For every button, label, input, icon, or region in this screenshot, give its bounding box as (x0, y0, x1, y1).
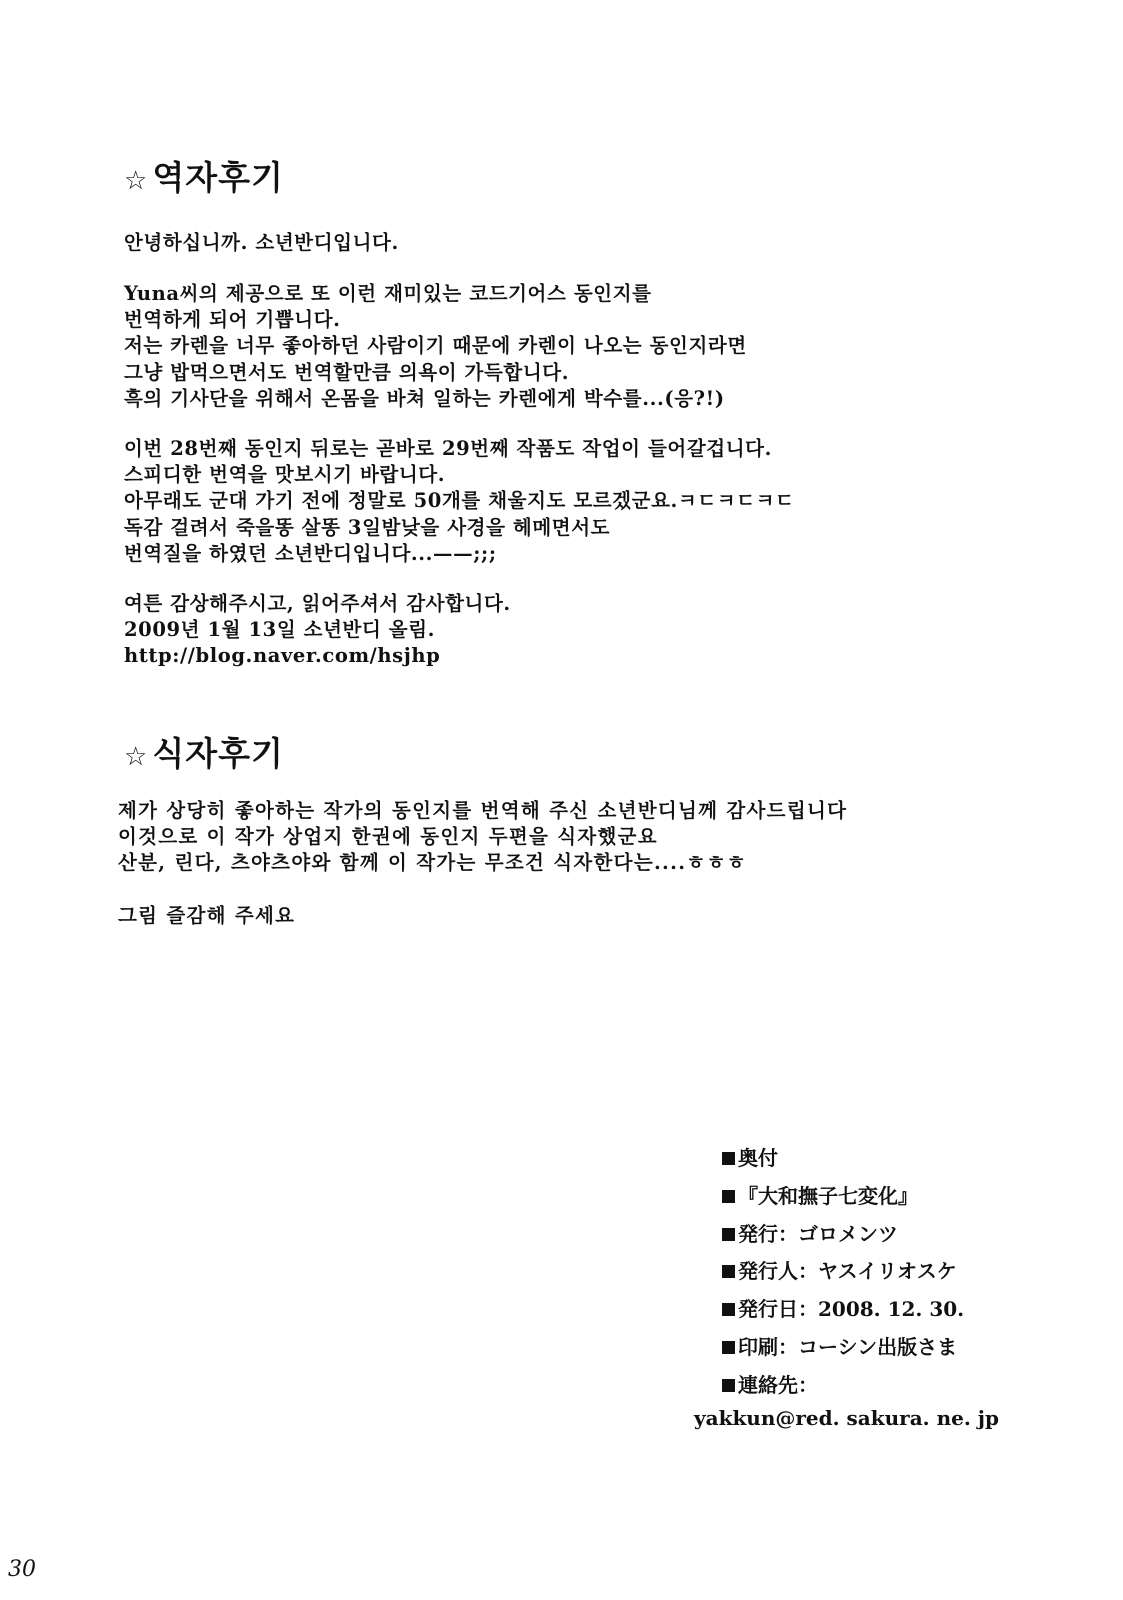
translator-notes-title-text: 역자후기 (152, 158, 284, 197)
text-line: 스피디한 번역을 맛보시기 바랍니다. (124, 463, 446, 487)
square-bullet-icon (722, 1341, 735, 1354)
typesetter-paragraph-1 (118, 798, 847, 877)
star-icon: ☆ (124, 742, 149, 772)
translator-notes-title (124, 152, 284, 199)
text-line: Yuna씨의 제공으로 또 이런 재미있는 코드기어스 동인지를 (124, 282, 652, 305)
text-line: 아무래도 군대 가기 전에 정말로 50개를 채울지도 모르겠군요.ㅋㄷㅋㄷㅋㄷ (124, 489, 795, 513)
text-line: 산분, 린다, 츠야츠야와 함께 이 작가는 무조건 식자한다는....ㅎㅎㅎ (118, 851, 747, 875)
colophon-item: 発行：ゴロメンツ (722, 1216, 964, 1254)
text-line: 그냥 밥먹으면서도 번역할만큼 의욕이 가득합니다. (124, 360, 570, 384)
text-line: 번역질을 하였던 소년반디입니다...——;;; (124, 541, 497, 565)
text-line: 저는 카렌을 너무 좋아하던 사람이기 때문에 카렌이 나오는 동인지라면 (124, 334, 747, 358)
text-line: 제가 상당히 좋아하는 작가의 동인지를 번역해 주신 소년반디님께 감사드립니다 (118, 799, 848, 822)
square-bullet-icon (722, 1152, 735, 1165)
signature-date: 2009년 1월 13일 소년반디 올림. (124, 618, 436, 642)
translator-paragraph-3 (124, 591, 511, 670)
translator-greeting (124, 230, 399, 256)
text-line: 여튼 감상해주시고, 읽어주셔서 감사합니다. (124, 592, 511, 615)
square-bullet-icon (722, 1228, 735, 1241)
colophon (722, 1140, 964, 1405)
colophon-item: 連絡先： (722, 1367, 964, 1405)
typesetter-notes-title-text: 식자후기 (152, 734, 284, 773)
colophon-item: 奥付 (722, 1140, 964, 1178)
text-line: 그림 즐감해 주세요 (118, 904, 296, 927)
square-bullet-icon (722, 1265, 735, 1278)
square-bullet-icon (722, 1190, 735, 1203)
blog-url: http://blog.naver.com/hsjhp (124, 644, 441, 668)
text-line: 이번 28번째 동인지 뒤로는 곧바로 29번째 작품도 작업이 들어갈겁니다. (124, 437, 772, 460)
square-bullet-icon (722, 1303, 735, 1316)
text-line: 독감 걸려서 죽을똥 살똥 3일밤낮을 사경을 헤메면서도 (124, 515, 611, 539)
text-line: 흑의 기사단을 위해서 온몸을 바쳐 일하는 카렌에게 박수를...(응?!) (124, 386, 725, 410)
square-bullet-icon (722, 1379, 735, 1392)
star-icon: ☆ (124, 166, 149, 196)
typesetter-notes-title (124, 728, 284, 775)
text-line: 안녕하십니까. 소년반디입니다. (124, 231, 399, 254)
text-line: 이것으로 이 작가 상업지 한권에 동인지 두편을 식자했군요 (118, 825, 658, 849)
translator-paragraph-2 (124, 436, 795, 567)
page-number: 30 (8, 1557, 36, 1582)
translator-paragraph-1 (124, 281, 747, 412)
colophon-item: 印刷：コーシン出版さま (722, 1329, 964, 1367)
contact-email: yakkun@red. sakura. ne. jp (694, 1406, 999, 1430)
colophon-item: 『大和撫子七変化』 (722, 1178, 964, 1216)
typesetter-closing (118, 903, 295, 929)
text-line: 번역하게 되어 기쁩니다. (124, 308, 341, 332)
colophon-item: 発行人：ヤスイリオスケ (722, 1253, 964, 1291)
colophon-item: 発行日：2008. 12. 30. (722, 1291, 964, 1329)
